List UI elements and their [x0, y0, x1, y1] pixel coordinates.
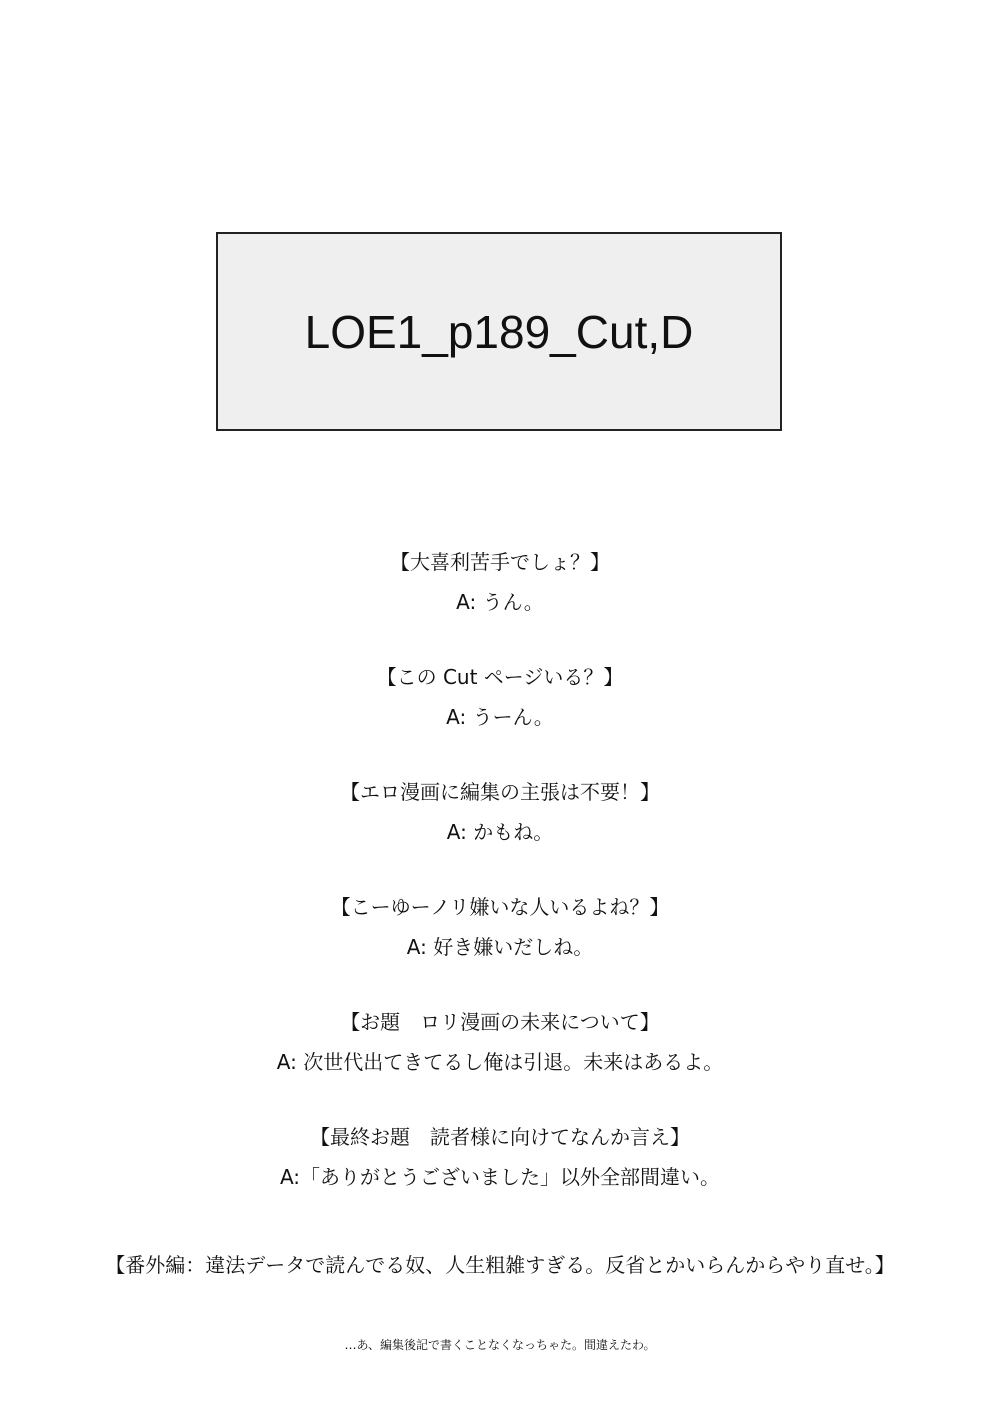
qa-answer: A: 次世代出てきてるし俺は引退。未来はあるよ。	[276, 1050, 724, 1074]
qa-answer: A:「ありがとうございました」以外全部間違い。	[279, 1165, 721, 1189]
qa-answer: A: かもね。	[446, 820, 554, 844]
qa-question: 【大喜利苦手でしょ？】	[390, 550, 610, 574]
qa-answer: A: うん。	[456, 590, 544, 614]
qa-item	[0, 892, 1000, 962]
qa-question: 【最終お題 読者様に向けてなんか言え】	[310, 1125, 690, 1149]
qa-item	[0, 662, 1000, 732]
title-box	[216, 232, 782, 431]
qa-item	[0, 777, 1000, 847]
extra-note: 【番外編：違法データで読んでる奴、人生粗雑すぎる。反省とかいらんからやり直せ。】	[105, 1253, 895, 1277]
qa-answer: A: うーん。	[446, 705, 554, 729]
qa-answer: A: 好き嫌いだしね。	[406, 935, 594, 959]
qa-question: 【この Cut ページいる？】	[376, 665, 624, 689]
qa-item	[0, 547, 1000, 617]
qa-question: 【エロ漫画に編集の主張は不要！】	[340, 780, 660, 804]
qa-item	[0, 1122, 1000, 1192]
qa-item	[0, 1007, 1000, 1077]
qa-question: 【お題 ロリ漫画の未来について】	[340, 1010, 660, 1034]
qa-question: 【こーゆーノリ嫌いな人いるよね？】	[330, 895, 670, 919]
footnote: …あ、編集後記で書くことなくなっちゃた。間違えたわ。	[344, 1338, 656, 1352]
page-title: LOE1_p189_Cut,D	[304, 305, 694, 358]
